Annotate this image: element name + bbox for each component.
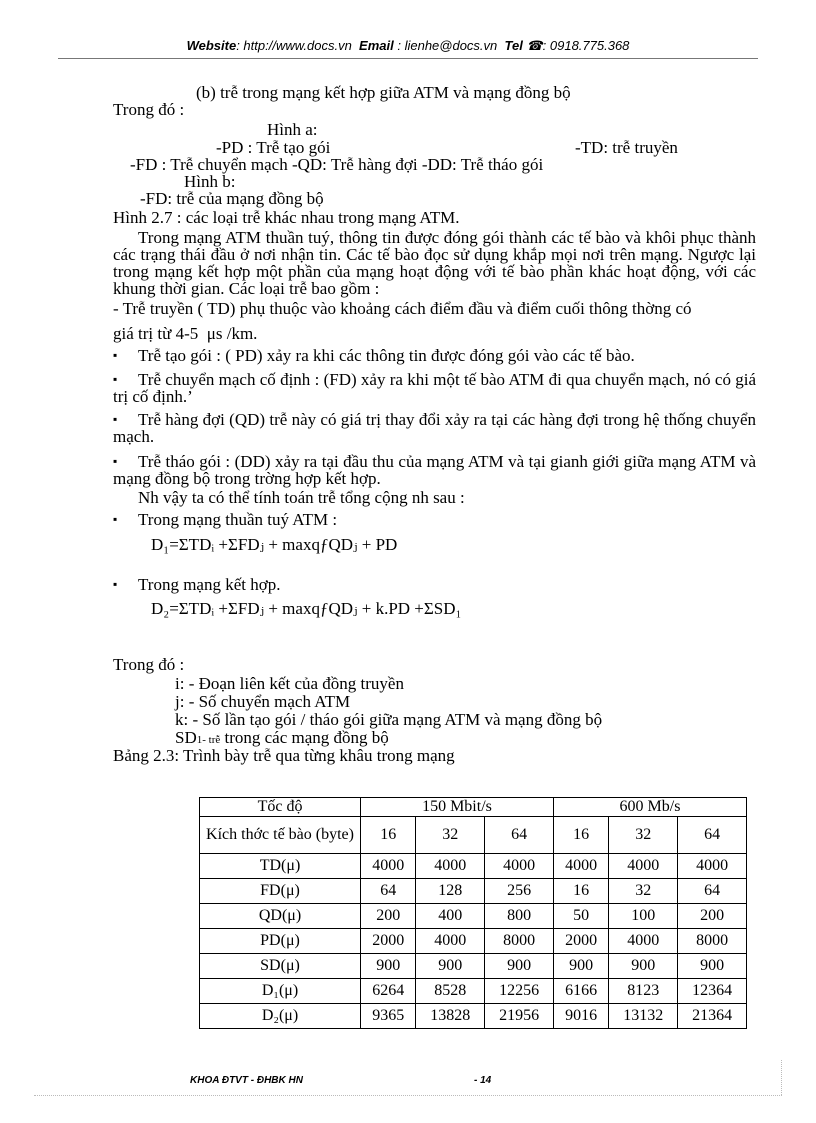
table-cell: 900 (416, 954, 485, 979)
table-cell: 4000 (416, 854, 485, 879)
table-cell: 6166 (553, 979, 608, 1004)
table-row (200, 954, 747, 979)
hinh-b-label: Hình b: (184, 172, 236, 191)
row-label: FD(μ) (200, 879, 361, 904)
bullet-pure-atm: Trong mạng thuần tuý ATM : (138, 510, 338, 529)
page-number: - 14 (474, 1075, 492, 1086)
def-fd-b: -FD: trễ của mạng đồng bộ (140, 189, 324, 208)
bullet-dd: Trễ tháo gói : (DD) xảy ra tại đầu thu của mạng ATM và tại gianh giới giữa mạng ATM và mạng đồng bộ trong trờng hợp kết hợp. (113, 452, 756, 488)
phone-icon: ☎ (526, 38, 543, 53)
size-cell: 16 (553, 817, 608, 854)
paragraph-intro: Trong mạng ATM thuần tuý, thông tin được đóng gói thành các tế bào và khôi phục thành các trạng thái đầu ở nơi nhận tin. Các tế bào đọc sử dụng khắp mọi nơi trên mạng. Ngược lại trong mạng kết hợp một phần của mạng hoạt động với tế bào phần khác hoạt động, với các khung thời gian. Các loại trễ bao gồm : (113, 228, 756, 298)
figure-caption-b: (b) trễ trong mạng kết hợp giữa ATM và mạng đồng bộ (196, 83, 571, 102)
def-j: j: - Số chuyển mạch ATM (175, 692, 351, 711)
header-150: 150 Mbit/s (361, 798, 554, 817)
figure-caption: Hình 2.7 : các loại trễ khác nhau trong mạng ATM. (113, 208, 460, 227)
table-cell: 64 (361, 879, 416, 904)
table-row (200, 929, 747, 954)
equation-d1: D₁=ΣTDᵢ +ΣFDⱼ + maxqƒQDⱼ + PD (151, 535, 398, 554)
td-unit: μs (206, 324, 223, 343)
nh-vay-line: Nh vậy ta có thể tính toán trễ tổng cộng nh sau : (138, 488, 465, 507)
bullet-dash: ▪ (113, 372, 118, 386)
table-cell: 8528 (416, 979, 485, 1004)
table-cell: 4000 (416, 929, 485, 954)
row-label: D₂(μ) (200, 1004, 361, 1029)
def-sd-rest: trong các mạng đồng bộ (220, 728, 389, 747)
table-cell: 900 (678, 954, 747, 979)
table-cell: 8123 (609, 979, 678, 1004)
table-cell: 8000 (485, 929, 554, 954)
email-label: Email (359, 38, 394, 53)
table-cell: 4000 (553, 854, 608, 879)
size-cell: 32 (609, 817, 678, 854)
table-cell: 8000 (678, 929, 747, 954)
table-cell: 4000 (678, 854, 747, 879)
table-cell: 100 (609, 904, 678, 929)
table-cell: 200 (361, 904, 416, 929)
table-cell: 13132 (609, 1004, 678, 1029)
table-cell: 4000 (361, 854, 416, 879)
row-label: TD(μ) (200, 854, 361, 879)
tel-label: Tel (504, 38, 523, 53)
table-cell: 32 (609, 879, 678, 904)
row-label: QD(μ) (200, 904, 361, 929)
table-cell: 900 (485, 954, 554, 979)
header-rule (58, 58, 758, 59)
td-line-2 (113, 325, 257, 343)
def-i: i: - Đoạn liên kết của đồng truyền (175, 674, 404, 693)
table-cell: 9365 (361, 1004, 416, 1029)
table-row (200, 879, 747, 904)
table-header-row (200, 798, 747, 817)
bullet-dash: ▪ (113, 512, 118, 526)
header-600: 600 Mb/s (553, 798, 746, 817)
website-value: : http://www.docs.vn (236, 38, 352, 53)
equation-d2: D₂=ΣTDᵢ +ΣFDⱼ + maxqƒQDⱼ + k.PD +ΣSD₁ (151, 599, 462, 618)
table-cell: 64 (678, 879, 747, 904)
td-line-2-end: /km. (226, 324, 258, 343)
website-label: Website (186, 38, 237, 53)
delay-table (199, 797, 747, 1029)
def-sd-sub: 1- trễ (196, 734, 221, 746)
table-row (200, 904, 747, 929)
bullet-fd: Trễ chuyển mạch cố định : (FD) xảy ra khi một tế bào ATM đi qua chuyển mạch, nó có giá trị cố định.’ (113, 370, 756, 406)
table-cell: 400 (416, 904, 485, 929)
table-size-row (200, 817, 747, 854)
email-value: : lienhe@docs.vn (397, 38, 498, 53)
trong-do-heading: Trong đó : (113, 100, 185, 119)
row-label: D₁(μ) (200, 979, 361, 1004)
page-frame-right (781, 1060, 782, 1095)
page-header (0, 38, 816, 54)
table-cell: 2000 (553, 929, 608, 954)
row-label: PD(μ) (200, 929, 361, 954)
table-row (200, 854, 747, 879)
size-cell: 64 (485, 817, 554, 854)
table-cell: 12256 (485, 979, 554, 1004)
table-cell: 4000 (609, 854, 678, 879)
table-cell: 200 (678, 904, 747, 929)
table-cell: 800 (485, 904, 554, 929)
bullet-dash: ▪ (113, 348, 118, 362)
table-cell: 4000 (609, 929, 678, 954)
def-pd: -PD : Trễ tạo gói (216, 138, 331, 157)
header-speed: Tốc độ (200, 798, 361, 817)
size-label: Kích thớc tế bào (byte) (200, 817, 361, 854)
bullet-pd: Trễ tạo gói : ( PD) xảy ra khi các thông tin được đóng gói vào các tế bào. (138, 346, 635, 365)
def-sd-label: SD (175, 728, 197, 747)
table-cell: 50 (553, 904, 608, 929)
table-cell: 128 (416, 879, 485, 904)
table-cell: 6264 (361, 979, 416, 1004)
hinh-a-label: Hình a: (267, 120, 318, 139)
bullet-dash: ▪ (113, 454, 118, 468)
table-cell: 900 (553, 954, 608, 979)
size-cell: 16 (361, 817, 416, 854)
table-cell: 21364 (678, 1004, 747, 1029)
row-label: SD(μ) (200, 954, 361, 979)
page-frame-bottom (34, 1095, 782, 1096)
td-line-1: - Trễ truyền ( TD) phụ thuộc vào khoảng cách điểm đầu và điểm cuối thông thờng có (113, 299, 692, 318)
def-k: k: - Số lần tạo gói / tháo gói giữa mạng ATM và mạng đồng bộ (175, 710, 603, 729)
td-line-2-text: giá trị từ 4-5 (113, 324, 199, 343)
def-fd-qd-dd: -FD : Trễ chuyển mạch -QD: Trễ hàng đợi -DD: Trễ tháo gói (130, 155, 544, 174)
table-cell: 256 (485, 879, 554, 904)
table-cell: 21956 (485, 1004, 554, 1029)
trong-do-heading-2: Trong đó : (113, 655, 185, 674)
tel-value: : 0918.775.368 (542, 38, 630, 53)
size-cell: 64 (678, 817, 747, 854)
table-cell: 900 (361, 954, 416, 979)
table-cell: 2000 (361, 929, 416, 954)
table-caption: Bảng 2.3: Trình bày trễ qua từng khâu trong mạng (113, 746, 455, 765)
footer-left: KHOA ĐTVT - ĐHBK HN (190, 1075, 303, 1086)
bullet-mixed: Trong mạng kết hợp. (138, 575, 281, 594)
table-cell: 4000 (485, 854, 554, 879)
bullet-dash: ▪ (113, 577, 118, 591)
table-cell: 9016 (553, 1004, 608, 1029)
table-cell: 16 (553, 879, 608, 904)
table-cell: 13828 (416, 1004, 485, 1029)
table-cell: 12364 (678, 979, 747, 1004)
table-cell: 900 (609, 954, 678, 979)
def-td: -TD: trễ truyền (575, 138, 678, 157)
table-row (200, 1004, 747, 1029)
table-row (200, 979, 747, 1004)
bullet-qd: Trễ hàng đợi (QD) trễ này có giá trị thay đổi xảy ra tại các hàng đợi trong hệ thống chuyển mạch. (113, 410, 756, 446)
bullet-dash: ▪ (113, 412, 118, 426)
size-cell: 32 (416, 817, 485, 854)
